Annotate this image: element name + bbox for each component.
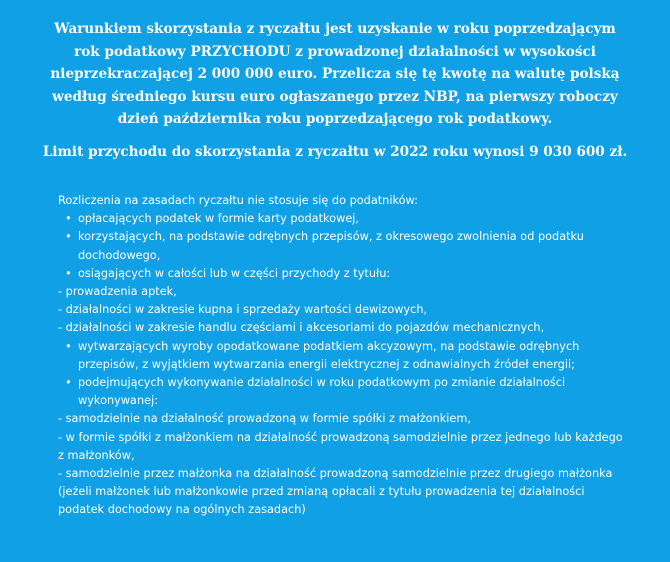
limit-text: Limit przychodu do skorzystania z ryczałtu w 2022 roku wynosi 9 030 600 zł. <box>42 144 628 160</box>
list-item-text: osiągających w całości lub w części przychody z tytułu: <box>78 266 391 280</box>
sub-list-item: - działalności w zakresie kupna i sprzedaży wartości dewizowych, <box>58 303 428 317</box>
sub-list-item: - działalności w zakresie handlu częściami i akcesoriami do pojazdów mechanicznych, <box>58 321 545 335</box>
exclusions-section <box>58 192 628 520</box>
bullet-icon: • <box>65 212 72 226</box>
sub-list-item: - w formie spółki z małżonkiem na działalność prowadzoną samodzielnie przez jednego lub każdego z małżonków, <box>58 430 623 462</box>
bullet-icon: • <box>65 376 72 390</box>
bullet-icon: • <box>65 230 72 244</box>
list-item <box>58 338 598 374</box>
sub-list-item: - prowadzenia aptek, <box>58 285 177 299</box>
sub-list-item: - samodzielnie przez małżonka na działalność prowadzoną samodzielnie przez drugiego małżonka (jeżeli małżonek lub małżonkowie przed zmianą opłacali z tytułu prowadzenia tej działalności podatek dochodowy na ogólnych zasadach) <box>58 467 613 517</box>
exclusions-heading: Rozliczenia na zasadach ryczałtu nie stosuje się do podatników: <box>58 194 418 207</box>
list-item-text: wytwarzających wyroby opodatkowane podatkiem akcyzowym, na podstawie odrębnych przepisów, z wyjątkiem wytwarzania energii elektrycznej z odnawialnych źródeł energii; <box>78 339 580 371</box>
list-item-text: podejmujących wykonywanie działalności w roku podatkowym po zmianie działalności wykonywanej: <box>78 376 566 408</box>
bullet-icon: • <box>65 339 72 353</box>
list-item-text: korzystających, na podstawie odrębnych przepisów, z okresowego zwolnienia od podatku dochodowego, <box>78 230 584 262</box>
intro-text: Warunkiem skorzystania z ryczałtu jest uzyskanie w roku poprzedzającym rok podatkowy PRZYCHODU z prowadzonej działalności w wysokości nieprzekraczającej 2 000 000 euro. Przelicza się tę kwotę na walutę polską według średniego kursu euro ogłaszanego przez NBP, na pierwszy roboczy dzień października roku poprzedzającego rok podatkowy. <box>50 21 620 127</box>
list-item <box>58 210 598 228</box>
bullet-icon: • <box>65 266 72 280</box>
list-item <box>58 228 598 264</box>
sub-list-item: - samodzielnie na działalność prowadzoną w formie spółki z małżonkiem, <box>58 412 471 426</box>
list-item <box>58 265 598 283</box>
list-item <box>58 374 598 410</box>
list-item-text: opłacających podatek w formie karty podatkowej, <box>78 212 359 226</box>
